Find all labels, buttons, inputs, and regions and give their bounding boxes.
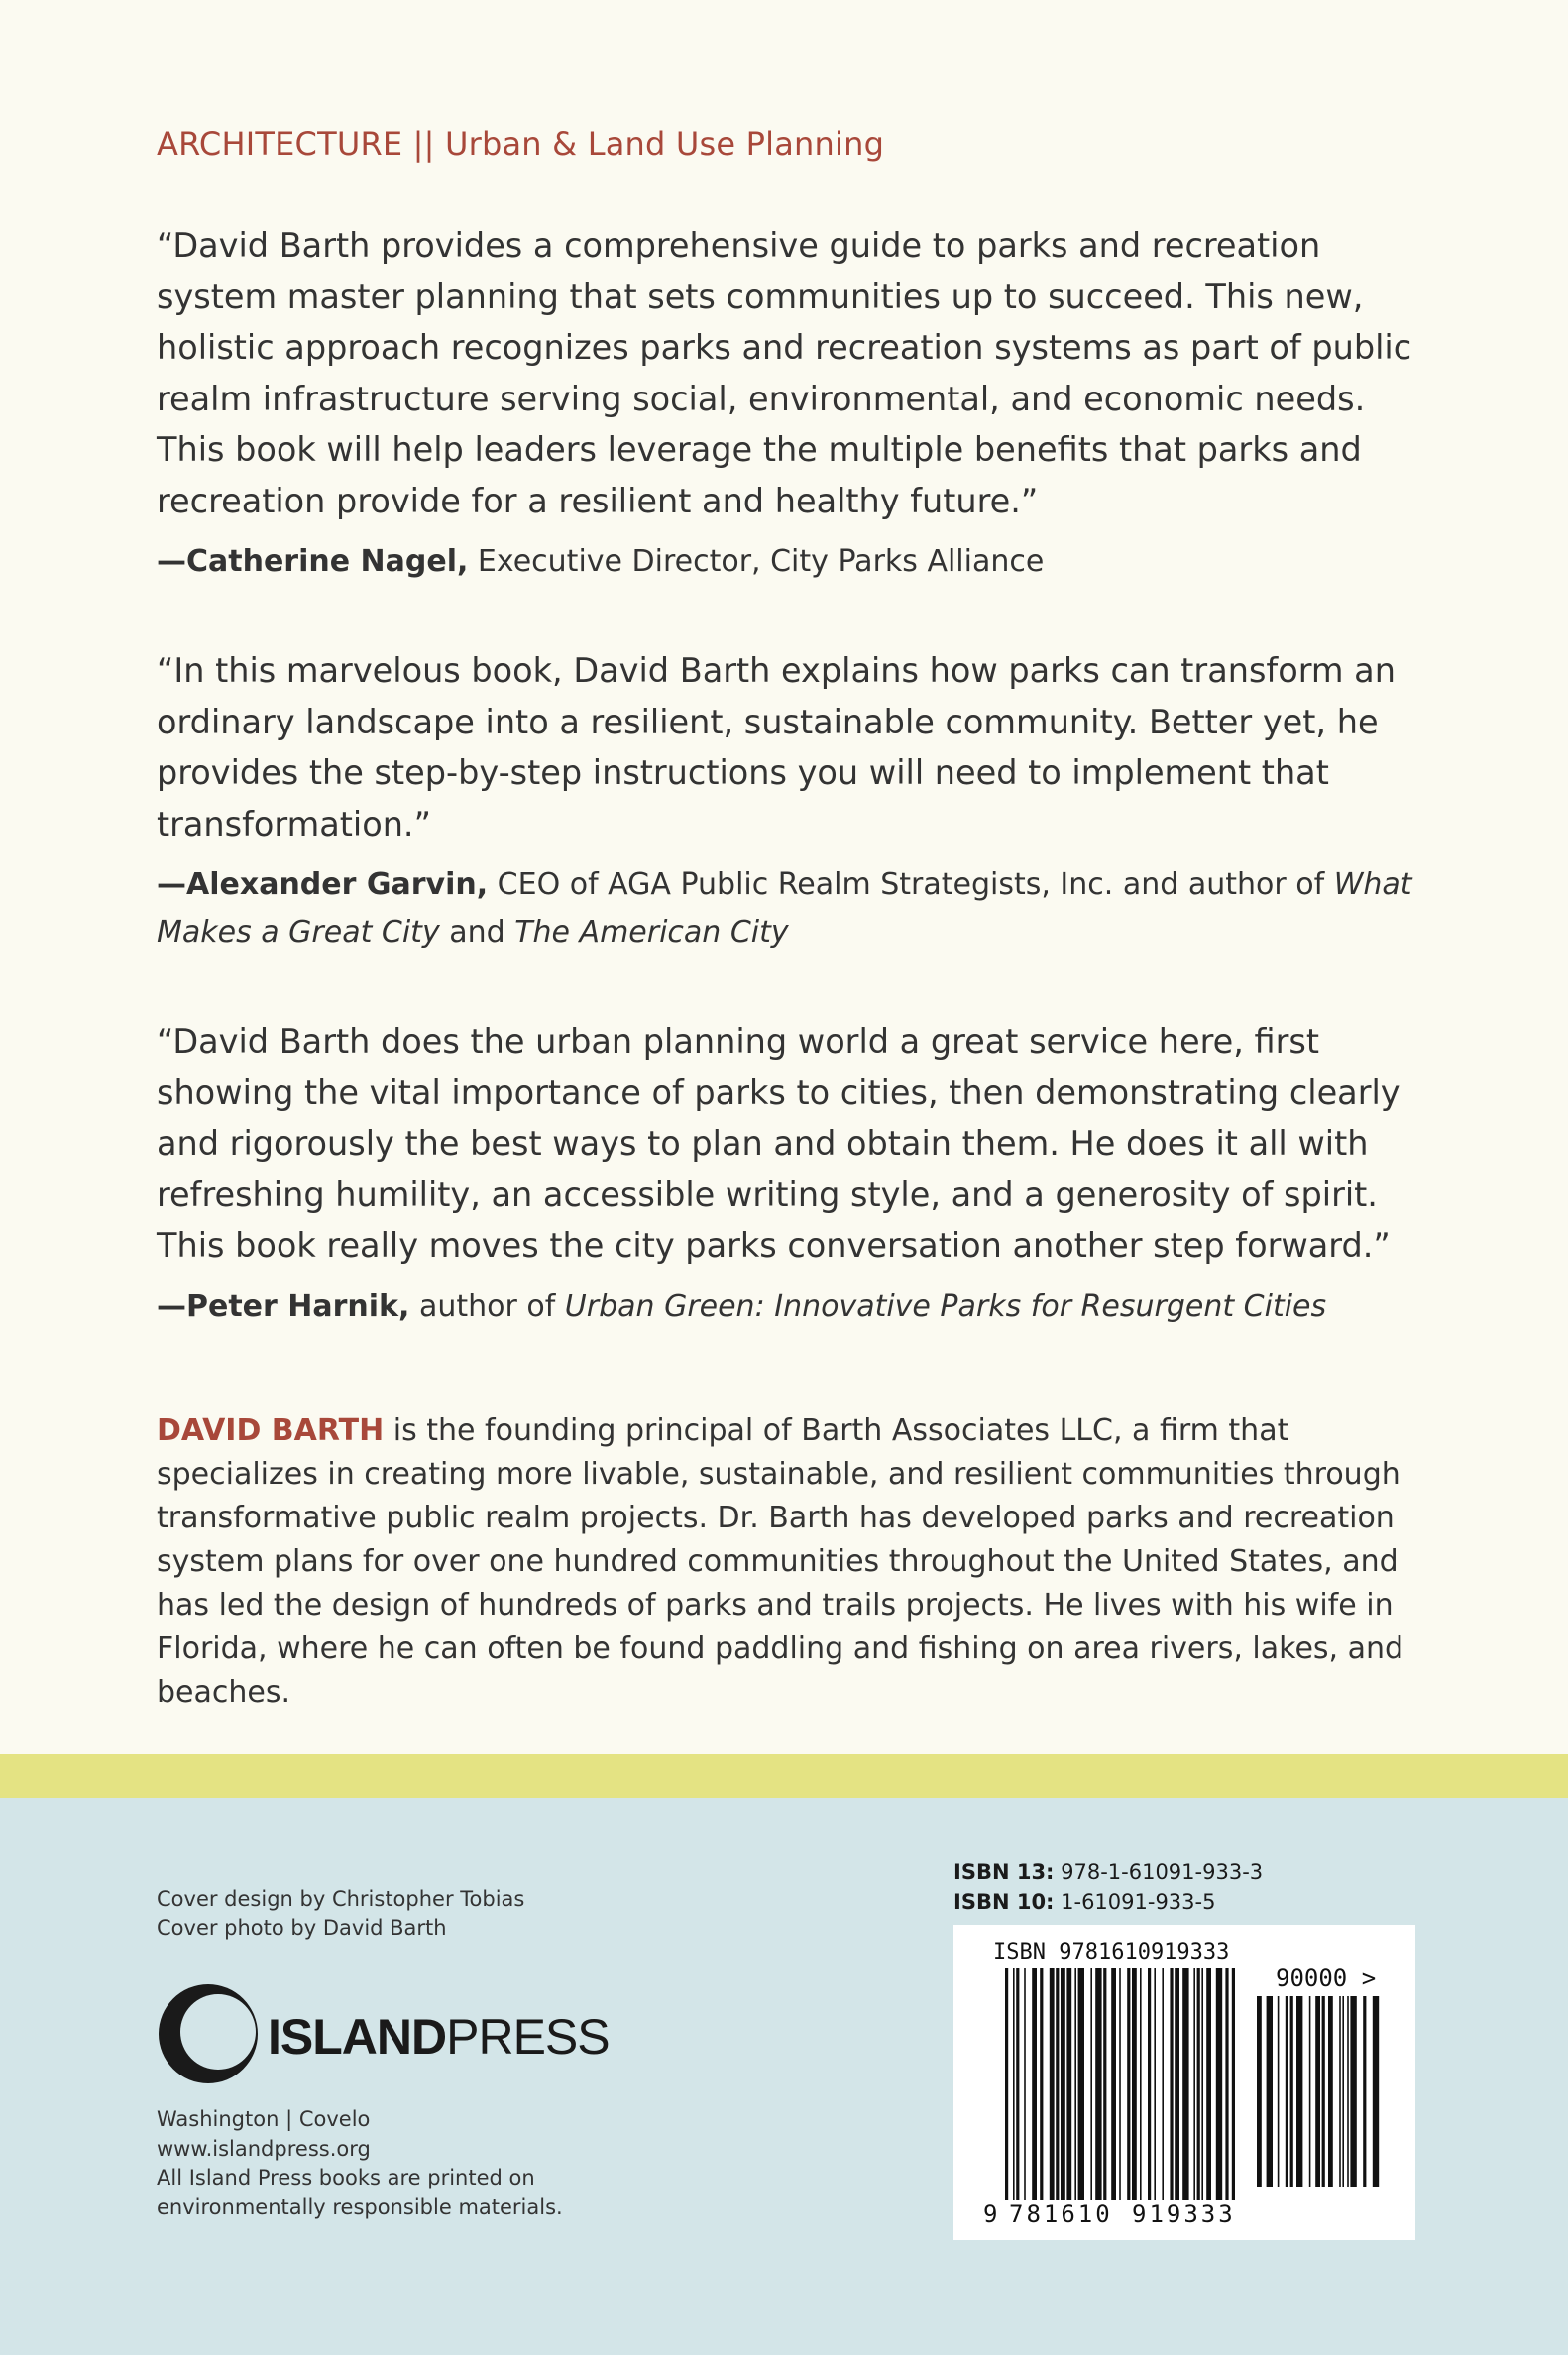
publisher-logo — [157, 1982, 613, 2091]
endorsement-1 — [157, 220, 1415, 586]
barcode-bar — [1175, 1968, 1179, 2200]
barcode-bar — [1216, 1968, 1222, 2200]
publisher-locations: Washington | Covelo — [157, 2107, 371, 2131]
endorser-joiner: and — [439, 915, 515, 950]
barcode-bar — [1013, 1968, 1015, 2200]
isbn-13-line — [953, 1857, 1263, 1887]
barcode-bar — [1182, 1968, 1188, 2200]
barcode-bar — [1074, 1968, 1076, 2200]
isbn-10-line — [953, 1887, 1263, 1917]
isbn-10-label: ISBN 10: — [953, 1890, 1055, 1914]
endorsement-3 — [157, 1016, 1415, 1331]
barcode-price-code: 90000 > — [1276, 1964, 1377, 1992]
back-cover-footer — [0, 1798, 1568, 2355]
barcode-bar — [1286, 1996, 1288, 2187]
endorsement-attribution — [157, 538, 1415, 586]
crescent-logo-icon — [157, 1982, 260, 2085]
barcode-bar — [1197, 1968, 1200, 2200]
barcode-header: ISBN 9781610919333 — [993, 1940, 1230, 1964]
barcode-bar — [1267, 1996, 1273, 2187]
accent-band — [0, 1754, 1568, 1798]
barcode-digit-lead: 9 — [983, 2200, 998, 2228]
barcode-bar — [1278, 1996, 1280, 2187]
author-bio — [157, 1409, 1415, 1715]
barcode-bar — [1111, 1968, 1116, 2200]
barcode-bar — [1119, 1968, 1121, 2200]
barcode-bars-main — [1005, 1968, 1235, 2200]
barcode-bar — [1193, 1968, 1195, 2200]
barcode-bars-addon — [1257, 1996, 1379, 2187]
barcode-bar — [1103, 1968, 1106, 2200]
barcode-bar — [1005, 1968, 1008, 2200]
barcode-bar — [1056, 1968, 1059, 2200]
author-bio-text: is the founding principal of Barth Associates LLC, a firm that specializes in creating more livable, sustainable, and resilient communities through transformative public realm projects. Dr. Barth has developed parks and recreation system plans for over one hundred communities throughout the United States, and has led the design of hundreds of parks and trails projects. He lives with his wife in Florida, where he can often be found paddling and fishing on area rivers, lakes, and beaches. — [157, 1413, 1404, 1710]
barcode-bar — [1090, 1968, 1092, 2200]
endorsements — [157, 220, 1415, 1391]
endorser-name: —Alexander Garvin, — [157, 867, 489, 902]
publisher-info — [157, 2105, 692, 2222]
barcode-bar — [1225, 1968, 1228, 2200]
barcode-bar — [1257, 1996, 1262, 2187]
endorser-work-title: What Makes a Great City — [157, 867, 1412, 950]
barcode-bar — [1296, 1996, 1302, 2187]
barcode-bar — [1347, 1996, 1349, 2187]
barcode-bar — [1363, 1996, 1366, 2187]
author-name: DAVID BARTH — [157, 1413, 385, 1448]
isbn-13-label: ISBN 13: — [953, 1860, 1055, 1884]
barcode-bar — [1373, 1996, 1379, 2187]
endorser-role: CEO of AGA Public Realm Strategists, Inc. and author of — [488, 867, 1334, 902]
barcode-bar — [1061, 1968, 1065, 2200]
barcode-bar — [1350, 1996, 1356, 2187]
endorser-name: —Catherine Nagel, — [157, 544, 469, 579]
isbn-10-value: 1-61091-933-5 — [1054, 1890, 1216, 1914]
endorser-role: Executive Director, City Parks Alliance — [468, 544, 1045, 579]
barcode-digits-left: 781610 — [1009, 2200, 1113, 2228]
wordmark-light: PRESS — [446, 2009, 610, 2065]
publisher-website: www.islandpress.org — [157, 2136, 371, 2161]
barcode-bar — [1315, 1996, 1320, 2187]
barcode-bar — [1339, 1996, 1341, 2187]
barcode-bar — [1206, 1968, 1211, 2200]
barcode-graphic — [953, 1925, 1415, 2240]
endorser-work-title: Urban Green: Innovative Parks for Resurgent Cities — [564, 1289, 1327, 1324]
wordmark-bold: ISLAND — [268, 2009, 447, 2065]
barcode-bar — [1024, 1968, 1026, 2200]
barcode-bar — [1132, 1968, 1137, 2200]
barcode-bar — [1162, 1968, 1164, 2200]
barcode-bar — [1154, 1968, 1156, 2200]
publisher-wordmark — [268, 2008, 610, 2066]
barcode-bar — [1050, 1968, 1055, 2200]
barcode-bar — [1066, 1968, 1071, 2200]
isbn-numbers — [953, 1857, 1263, 1917]
endorser-work-title: The American City — [514, 915, 789, 950]
cover-design-credit: Cover design by Christopher Tobias — [157, 1887, 525, 1911]
barcode-bar — [1309, 1996, 1311, 2187]
endorser-name: —Peter Harnik, — [157, 1289, 410, 1324]
barcode-bar — [1322, 1996, 1325, 2187]
barcode-bar — [1032, 1968, 1037, 2200]
endorsement-attribution — [157, 1284, 1415, 1331]
barcode-bar — [1170, 1968, 1173, 2200]
barcode-bar — [1127, 1968, 1130, 2200]
cover-credits — [157, 1885, 524, 1943]
barcode-digits-right: 919333 — [1132, 2200, 1236, 2228]
barcode — [953, 1925, 1415, 2240]
barcode-bar — [1095, 1968, 1101, 2200]
endorsement-attribution — [157, 861, 1415, 956]
barcode-bar — [1148, 1968, 1151, 2200]
barcode-bar — [1328, 1996, 1333, 2187]
cover-photo-credit: Cover photo by David Barth — [157, 1916, 447, 1940]
barcode-bar — [1290, 1996, 1293, 2187]
barcode-bar — [1078, 1968, 1084, 2200]
barcode-bar — [1140, 1968, 1142, 2200]
endorsement-quote: “David Barth provides a comprehensive guide to parks and recreation system master planning that sets communities up to succeed. This new, holistic approach recognizes parks and recreation systems as part of public realm infrastructure serving social, environmental, and economic needs. This book will help leaders leverage the multiple benefits that parks and recreation provide for a resilient and healthy future.” — [157, 226, 1412, 520]
barcode-bar — [1342, 1996, 1344, 2187]
isbn-13-value: 978-1-61091-933-3 — [1054, 1860, 1264, 1884]
endorsement-quote: “David Barth does the urban planning world a great service here, first showing the vital importance of parks to cities, then demonstrating clearly and rigorously the best ways to plan and obtain them. He does it all with refreshing humility, an accessible writing style, and a generosity of spirit. This book really moves the city parks conversation another step forward.” — [157, 1022, 1400, 1265]
category-label: ARCHITECTURE || Urban & Land Use Planning — [157, 125, 885, 163]
barcode-bar — [1016, 1968, 1019, 2200]
endorser-role: author of — [409, 1289, 565, 1324]
endorsement-2 — [157, 645, 1415, 956]
barcode-bar — [1232, 1968, 1235, 2200]
publisher-note: All Island Press books are printed on environmentally responsible materials. — [157, 2166, 563, 2219]
endorsement-quote: “In this marvelous book, David Barth explains how parks can transform an ordinary landscape into a resilient, sustainable community. Better yet, he provides the step-by-step instructions you will need to implement that transformation.” — [157, 651, 1396, 843]
barcode-bar — [1201, 1968, 1203, 2200]
barcode-bar — [1040, 1968, 1043, 2200]
